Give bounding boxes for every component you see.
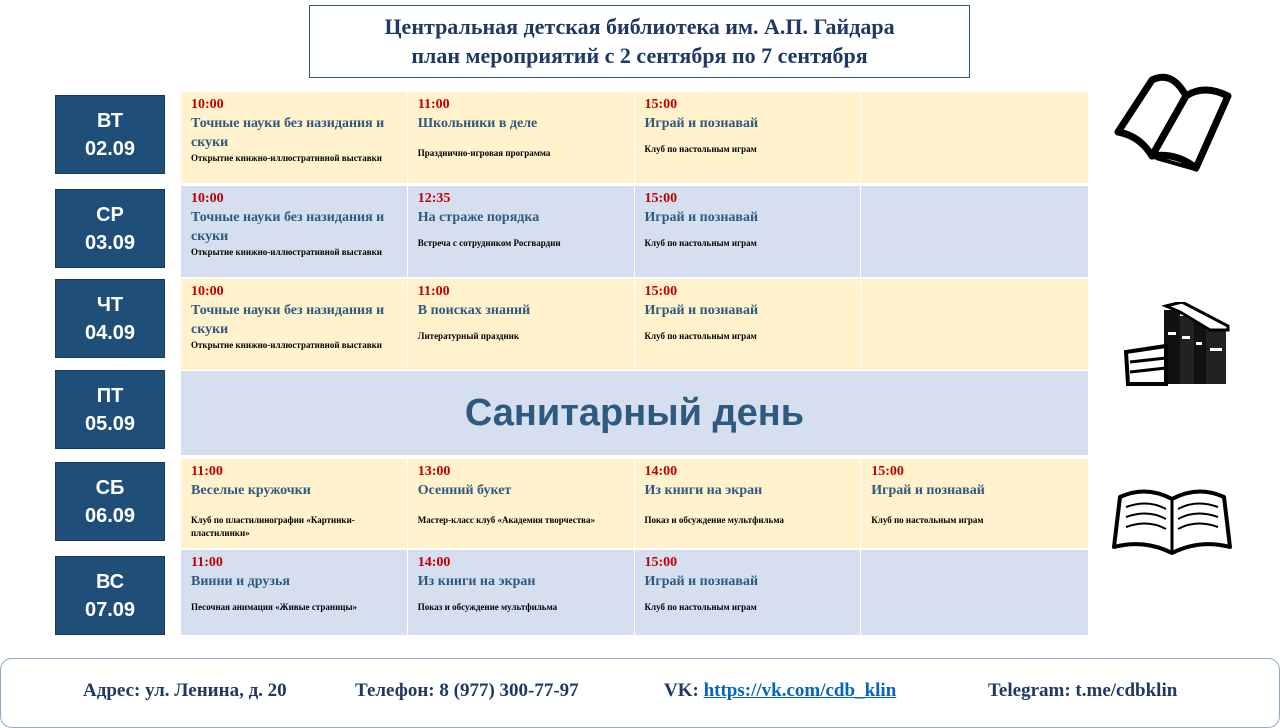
event-time: 15:00 xyxy=(644,284,678,299)
day-date: 05.09 xyxy=(84,412,136,435)
event-desc: Открытие книжно-иллюстративной выставки xyxy=(191,153,382,163)
event-time: 15:00 xyxy=(644,97,678,112)
event-name: Играй и познавай xyxy=(644,574,759,589)
event-time: 14:00 xyxy=(417,555,451,570)
event-cell xyxy=(408,459,635,548)
day-thu xyxy=(55,279,165,358)
day-date: 07.09 xyxy=(84,598,136,621)
open-book-icon xyxy=(1112,62,1234,174)
vk-label: VK: xyxy=(664,680,704,701)
day-date: 06.09 xyxy=(84,504,136,527)
event-cell xyxy=(181,279,408,370)
book-stack-icon xyxy=(1122,302,1230,386)
schedule-row-thu xyxy=(181,279,1088,370)
event-desc: Литературный праздник xyxy=(417,331,520,341)
event-time: 15:00 xyxy=(644,555,678,570)
event-desc: Клуб по настольным играм xyxy=(644,238,757,248)
schedule-row-sat xyxy=(181,459,1088,548)
event-time: 11:00 xyxy=(191,555,223,570)
page-title xyxy=(309,5,970,78)
event-name: Точные науки без назидания и скуки xyxy=(191,116,385,150)
event-cell xyxy=(635,279,862,370)
day-sun xyxy=(55,556,165,635)
event-desc: Клуб по настольным играм xyxy=(871,515,984,525)
day-abbr: ПТ xyxy=(96,384,124,407)
event-desc: Клуб по настольным играм xyxy=(644,602,757,612)
event-cell xyxy=(861,459,1088,548)
event-time: 14:00 xyxy=(644,464,678,479)
footer-phone: Телефон: 8 (977) 300-77-97 xyxy=(355,680,579,701)
open-book-flat-icon xyxy=(1110,485,1234,557)
event-desc: Открытие книжно-иллюстративной выставки xyxy=(191,340,382,350)
event-desc: Показ и обсуждение мультфильма xyxy=(644,515,784,525)
event-time: 12:35 xyxy=(417,191,451,206)
event-name: Играй и познавай xyxy=(644,116,759,131)
event-desc: Клуб по настольным играм xyxy=(644,331,757,341)
event-name: Осенний букет xyxy=(417,483,512,498)
event-desc: Открытие книжно-иллюстративной выставки xyxy=(191,247,382,257)
event-name: Из книги на экран xyxy=(417,574,536,589)
event-name: Играй и познавай xyxy=(644,303,759,318)
event-cell xyxy=(408,550,635,635)
day-tue xyxy=(55,95,165,174)
event-desc: Клуб по настольным играм xyxy=(644,144,757,154)
footer-address: Адрес: ул. Ленина, д. 20 xyxy=(83,680,287,701)
event-time: 15:00 xyxy=(644,191,678,206)
day-sat xyxy=(55,462,165,541)
event-time: 11:00 xyxy=(417,284,450,299)
event-name: В поисках знаний xyxy=(417,303,531,318)
day-abbr: ВТ xyxy=(97,109,123,132)
event-name: Веселые кружочки xyxy=(191,483,311,498)
day-abbr: СР xyxy=(96,203,124,226)
event-cell-empty xyxy=(861,550,1088,635)
event-name: Из книги на экран xyxy=(644,483,763,498)
event-time: 15:00 xyxy=(871,464,904,479)
event-desc: Песочная анимация «Живые страницы» xyxy=(191,602,358,612)
schedule-row-tue xyxy=(181,92,1088,183)
day-abbr: СБ xyxy=(95,476,125,499)
event-cell xyxy=(181,186,408,277)
event-time: 13:00 xyxy=(417,464,451,479)
event-cell xyxy=(635,186,862,277)
event-time: 10:00 xyxy=(191,97,224,112)
day-fri xyxy=(55,370,165,449)
vk-link[interactable]: https://vk.com/cdb_klin xyxy=(703,680,897,701)
event-time: 10:00 xyxy=(191,284,224,299)
event-cell xyxy=(181,92,408,183)
event-desc: Мастер-класс клуб «Академия творчества» xyxy=(417,515,595,525)
title-line-2: план мероприятий с 2 сентября по 7 сентября xyxy=(411,43,868,68)
footer-vk xyxy=(664,680,896,702)
event-time: 11:00 xyxy=(191,464,223,479)
event-desc: Встреча с сотрудником Росгвардии xyxy=(417,238,561,248)
event-name: На страже порядка xyxy=(417,210,540,225)
event-name: Точные науки без назидания и скуки xyxy=(191,303,385,337)
sanitary-day-banner: Санитарный день xyxy=(181,371,1088,455)
event-cell xyxy=(408,186,635,277)
event-cell xyxy=(181,459,408,548)
event-name: Винни и друзья xyxy=(191,574,290,589)
schedule-row-sun xyxy=(181,550,1088,635)
event-desc: Показ и обсуждение мультфильма xyxy=(417,602,558,612)
event-cell-empty xyxy=(861,92,1088,183)
event-time: 11:00 xyxy=(417,97,450,112)
day-date: 02.09 xyxy=(84,137,136,160)
event-time: 10:00 xyxy=(191,191,224,206)
event-cell xyxy=(635,92,862,183)
event-desc: Клуб по пластилинографии «Картинки-пластилинки» xyxy=(191,515,355,538)
title-line-1: Центральная детская библиотека им. А.П. Гайдара xyxy=(384,14,895,39)
day-abbr: ВС xyxy=(95,570,125,593)
event-cell xyxy=(181,550,408,635)
day-date: 04.09 xyxy=(84,321,136,344)
footer-telegram: Telegram: t.me/cdbklin xyxy=(988,680,1178,701)
event-cell xyxy=(408,279,635,370)
event-cell-empty xyxy=(861,279,1088,370)
event-name: Школьники в деле xyxy=(417,116,538,131)
event-name: Точные науки без назидания и скуки xyxy=(191,210,385,244)
event-cell xyxy=(635,459,862,548)
day-abbr: ЧТ xyxy=(96,293,124,316)
event-cell-empty xyxy=(861,186,1088,277)
day-wed xyxy=(55,189,165,268)
event-name: Играй и познавай xyxy=(644,210,759,225)
event-desc: Празднично-игровая программа xyxy=(417,148,551,158)
schedule-row-wed xyxy=(181,186,1088,277)
event-cell xyxy=(408,92,635,183)
event-cell xyxy=(635,550,862,635)
day-date: 03.09 xyxy=(84,231,136,254)
event-name: Играй и познавай xyxy=(871,483,985,498)
